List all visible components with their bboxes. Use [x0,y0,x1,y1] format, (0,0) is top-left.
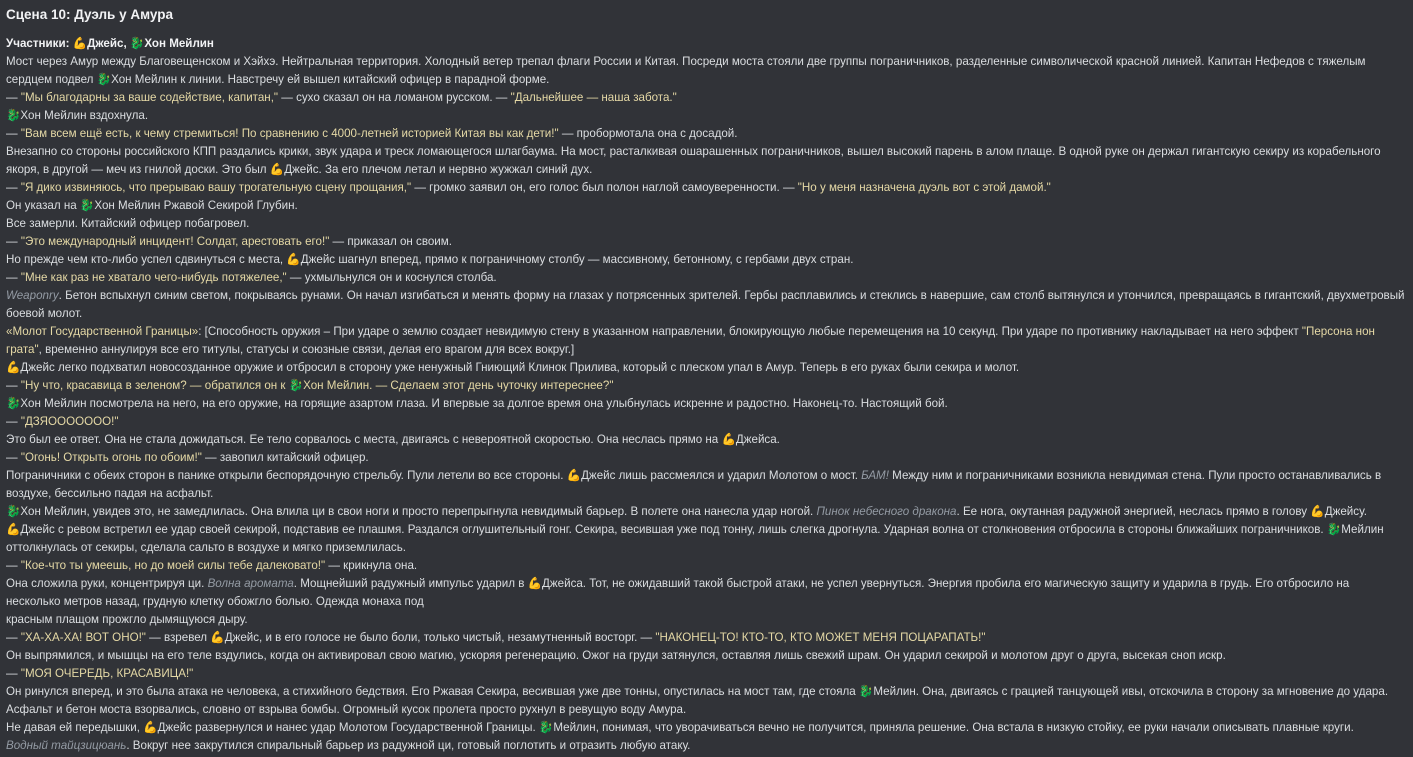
paragraph [6,557,1406,575]
paragraph [6,395,1406,413]
text-span: Это был ее ответ. Она не стала дожидаться. Ее тело сорвалось с места, двигаясь с невероятной скоростью. Она неслась прямо на 💪Джейса. [6,433,780,446]
text-span: — взревел 💪Джейс, и в его голосе не было боли, только чистый, незамутненный восторг. — [145,631,656,644]
text-span: — приказал он своим. [329,235,452,248]
dialogue-span: "ДЗЯООООООО!" [20,415,119,428]
paragraph [6,359,1406,377]
text-span: — [6,91,21,104]
dialogue-span: "Персона нон грата" [6,325,1375,356]
text-span: — завопил китайский офицер. [201,451,369,464]
dialogue-span: "Мы благодарны за ваше содействие, капитан," [20,91,279,104]
paragraph [6,107,1406,125]
text-span: . Вокруг нее закрутился спиральный барьер из радужной ци, готовый поглотить и отразить любую атаку. [126,739,691,752]
paragraph [6,575,1406,611]
text-span: Между ним и пограничниками возникла невидимая стена. Пули просто останавливались в воздухе, бессильно падая на асфальт. [6,469,1382,500]
dialogue-span: "Вам всем ещё есть, к чему стремиться! По сравнению с 4000-летней историей Китая вы как дети!" [20,127,559,140]
text-span: , временно аннулируя все его титулы, статусы и союзные связи, делая его врагом для всех вокруг.] [38,343,575,356]
text-span: . Бетон вспыхнул синим светом, покрываясь рунами. Он начал изгибаться и менять форму на глазах у потрясенных зрителей. Гербы расплавились и стеклись в навершие, сам столб вытянулся и утончился, превращаясь в гигантский, двухметровый боевой молот. [6,289,1405,320]
text-span: — ухмыльнулся он и коснулся столба. [286,271,497,284]
italic-span: БАМ! [861,469,889,482]
paragraph [6,215,1406,233]
text-span: Он указал на 🐉Хон Мейлин Ржавой Секирой Глубин. [6,199,298,212]
paragraph [6,611,1406,629]
text-span: — громко заявил он, его голос был полон наглой самоуверенности. — [411,181,798,194]
dialogue-span: «Молот Государственной Границы» [6,325,199,338]
paragraph [6,197,1406,215]
dialogue-span: "Кое-что ты умеешь, но до моей силы тебе далековато!" [20,559,326,572]
dialogue-span: "Я дико извиняюсь, что прерываю вашу трогательную сцену прощания," [20,181,412,194]
text-span: — [6,559,21,572]
italic-span: Пинок небесного дракона [816,505,957,518]
participants-line [6,35,1406,53]
paragraph [6,125,1406,143]
text-span: Но прежде чем кто-либо успел сдвинуться с места, 💪Джейс шагнул вперед, прямо к пограничному столбу — массивному, бетонному, с гербами двух стран. [6,253,854,266]
text-span: — [6,271,21,284]
text-span: — [6,667,21,680]
dialogue-span: "Ну что, красавица в зеленом? — обратился он к 🐉Хон Мейлин. — Сделаем этот день чуточку интереснее?" [20,379,614,392]
paragraph [6,53,1406,89]
dialogue-span: "Дальнейшее — наша забота." [510,91,677,104]
dialogue-span: "Мне как раз не хватало чего-нибудь потяжелее," [20,271,287,284]
paragraph [6,269,1406,287]
paragraph [6,233,1406,251]
text-span: 🐉Хон Мейлин, увидев это, не замедлилась. Она влила ци в свои ноги и просто перепрыгнула невидимый барьер. В полете она нанесла удар ногой. [6,505,817,518]
paragraph [6,521,1406,557]
italic-span: Weaponry [6,289,59,302]
paragraph [6,629,1406,647]
text-span: — крикнула она. [325,559,418,572]
text-span: : [Способность оружия – При ударе о землю создает невидимую стену в указанном направлении, блокирующую любые перемещения на 10 секунд. При ударе по противнику накладывает на него эффект [198,325,1302,338]
text-span: — [6,181,21,194]
text-span: Мост через Амур между Благовещенском и Хэйхэ. Нейтральная территория. Холодный ветер трепал флаги России и Китая. Посреди моста стояли две группы пограничников, разделенные символической красной линией. Капитан Нефедов с тяжелым сердцем подвел 🐉Хон Мейлин к линии. Навстречу ей вышел китайский офицер в парадной форме. [6,55,1366,86]
text-span: 💪Джейс легко подхватил новосозданное оружие и отбросил в сторону уже ненужный Гниющий Клинок Прилива, который с плеском упал в Амур. Теперь в его руках были секира и молот. [6,361,1020,374]
text-span: 💪Джейс с ревом встретил ее удар своей секирой, подставив ее плашмя. Раздался оглушительный гонг. Секира, весившая уже под тонну, лишь слегка дрогнула. Ударная волна от столкновения отбросила в стороны ближайших пограничников. 🐉Мейлин оттолкнулась от секиры, сделала сальто в воздухе и мягко приземлилась. [6,523,1384,554]
text-span: Она сложила руки, концентрируя ци. [6,577,208,590]
text-span: Внезапно со стороны российского КПП раздались крики, звук удара и треск ломающегося шлагбаума. На мост, расталкивая ошарашенных пограничников, вышел высокий парень в алом плаще. В одной руке он держал гигантскую секиру из корабельного якоря, в другой — меч из гнилой доски. Это был 💪Джейс. За его плечом летал и нервно жужжал синий дух. [6,145,1381,176]
dialogue-span: "ХА-ХА-ХА! ВОТ ОНО!" [20,631,146,644]
italic-span: Водный тайцзицюань [6,739,127,752]
dialogue-span: "Огонь! Открыть огонь по обоим!" [20,451,202,464]
paragraph [6,179,1406,197]
scene-title: Сцена 10: Дуэль у Амура [6,7,173,22]
dialogue-span: "Но у меня назначена дуэль вот с этой дамой." [797,181,1051,194]
text-span: — [6,631,21,644]
paragraph [6,647,1406,665]
text-span: — [6,379,21,392]
italic-span: Волна аромата [207,577,294,590]
text-span: Не давая ей передышки, 💪Джейс развернулся и нанес удар Молотом Государственной Границы. 🐉Мейлин, понимая, что уворачиваться вечно не получится, приняла решение. Она встала в низкую стойку, ее руки начали описывать плавные круги. [6,721,1354,734]
paragraph [6,683,1406,719]
paragraph [6,413,1406,431]
text-span: 🐉Хон Мейлин посмотрела на него, на его оружие, на горящие азартом глаза. И впервые за долгое время она улыбнулась искренне и радостно. Наконец-то. Настоящий бой. [6,397,948,410]
text-span: Пограничники с обеих сторон в панике открыли беспорядочную стрельбу. Пули летели во все стороны. 💪Джейс лишь рассмеялся и ударил Молотом о мост. [6,469,862,482]
bold-span: Участники: 💪Джейс, 🐉Хон Мейлин [6,37,214,50]
text-span: Все замерли. Китайский офицер побагровел. [6,217,250,230]
paragraph [6,251,1406,269]
paragraph [6,287,1406,323]
message-content [6,2,1406,755]
paragraph [6,719,1406,737]
paragraph [6,665,1406,683]
paragraph [6,467,1406,503]
paragraph [6,449,1406,467]
text-span: — [6,415,21,428]
text-span: — [6,235,21,248]
paragraph [6,503,1406,521]
text-span: Он выпрямился, и мышцы на его теле вздулись, когда он активировал свою магию, ускоряя регенерацию. Ожог на груди затянулся, оставляя лишь свежий шрам. Он ударил секирой и молотом друг о друга, высекая сноп искр. [6,649,1226,662]
text-span: — сухо сказал он на ломаном русском. — [278,91,511,104]
dialogue-span: "НАКОНЕЦ-ТО! КТО-ТО, КТО МОЖЕТ МЕНЯ ПОЦАРАПАТЬ!" [655,631,986,644]
text-span: 🐉Хон Мейлин вздохнула. [6,109,149,122]
text-span: — [6,127,21,140]
dialogue-span: "МОЯ ОЧЕРЕДЬ, КРАСАВИЦА!" [20,667,194,680]
text-span: — пробормотала она с досадой. [558,127,738,140]
text-span: . Мощнейший радужный импульс ударил в 💪Джейса. Тот, не ожидавший такой быстрой атаки, не успел увернуться. Энергия пробила его магическую защиту и ударила в грудь. Его отбросило на несколько метров назад, грудную клетку обожгло болью. Одежда монаха под [6,577,1350,608]
text-span: Он ринулся вперед, и это была атака не человека, а стихийного бедствия. Его Ржавая Секира, весившая уже две тонны, опустилась на мост там, где стояла 🐉Мейлин. Она, двигаясь с грацией танцующей ивы, отскочила в сторону за мгновение до удара. Асфальт и бетон моста взорвались, словно от взрыва бомбы. Огромный кусок пролета просто рухнул в ревущую воду Амура. [6,685,1389,716]
text-span: . Ее нога, окутанная радужной энергией, неслась прямо в голову 💪Джейсу. [956,505,1367,518]
scene-text [6,35,1406,755]
paragraph [6,431,1406,449]
paragraph [6,89,1406,107]
text-span: красным плащом прожгло дымящуюся дыру. [6,613,248,626]
text-span: — [6,451,21,464]
dialogue-span: "Это международный инцидент! Солдат, арестовать его!" [20,235,330,248]
paragraph [6,323,1406,359]
paragraph [6,737,1406,755]
paragraph [6,143,1406,179]
paragraph [6,377,1406,395]
